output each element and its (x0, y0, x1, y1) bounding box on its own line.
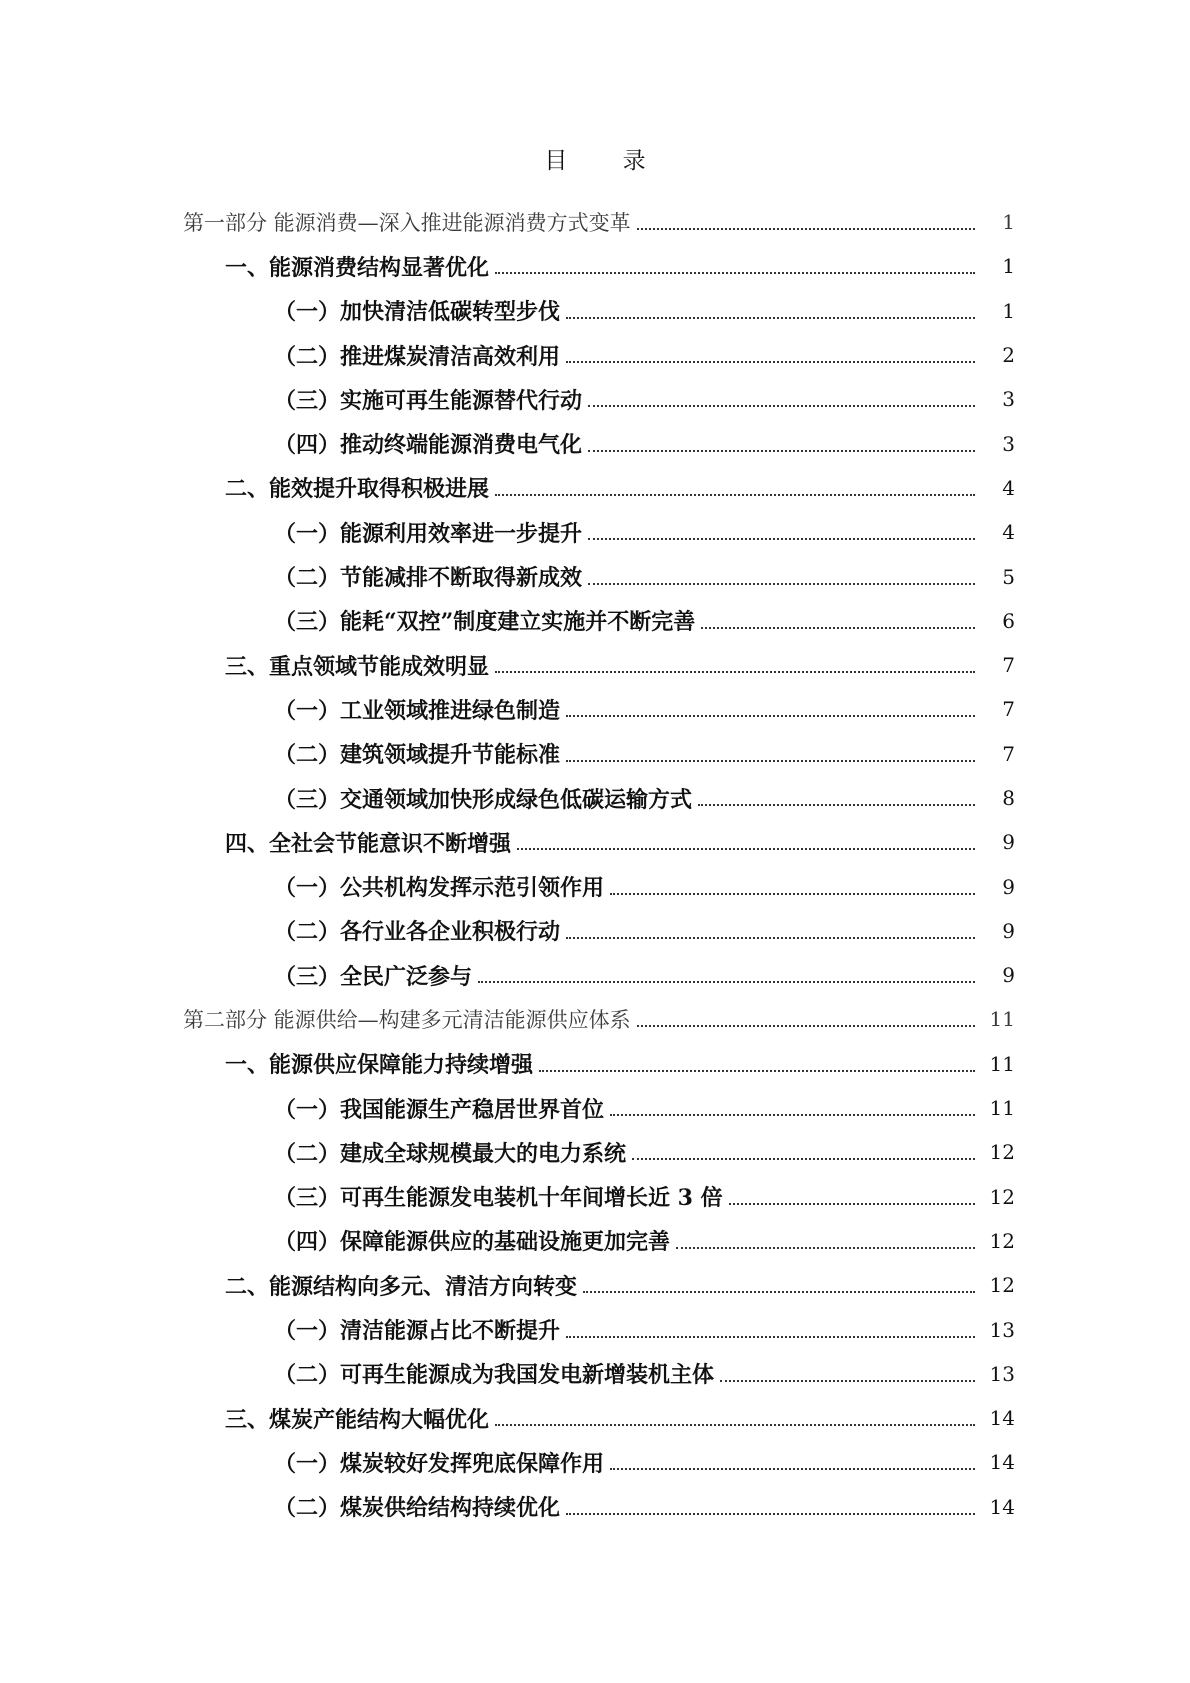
toc-entry-text: 第一部分 能源消费—深入推进能源消费方式变革 (183, 211, 631, 236)
dot-leader (588, 450, 975, 452)
toc-entry[interactable] (0, 1086, 1190, 1130)
toc-entry-text: （一）公共机构发挥示范引领作用 (274, 875, 605, 902)
toc-entry-page: 6 (1002, 608, 1015, 633)
toc-entry-text: （三）交通领域加快形成绿色低碳运输方式 (274, 786, 693, 813)
dot-leader (610, 893, 975, 895)
toc-entry-page: 1 (1002, 210, 1015, 235)
toc-entry-page: 4 (1002, 475, 1015, 500)
toc-entry-text: （三）可再生能源发电装机十年间增长近 3 倍 (274, 1185, 723, 1212)
toc-entry[interactable] (0, 820, 1190, 864)
toc-entry-page: 1 (1002, 254, 1015, 279)
toc-entry[interactable] (0, 1352, 1190, 1396)
toc-entry-text: 四、全社会节能意识不断增强 (225, 830, 512, 857)
toc-entry[interactable] (0, 1396, 1190, 1440)
dot-leader (610, 1114, 975, 1116)
toc-entry[interactable] (0, 466, 1190, 510)
toc-entry[interactable] (0, 1263, 1190, 1307)
toc-entry[interactable] (0, 776, 1190, 820)
toc-entry-text: （三）能耗“双控”制度建立实施并不断完善 (274, 609, 696, 636)
dot-leader (517, 848, 975, 850)
toc-entry-text: （二）推进煤炭清洁高效利用 (274, 343, 561, 370)
toc-entry-text: 三、煤炭产能结构大幅优化 (225, 1406, 490, 1433)
toc-entry-text: 一、能源供应保障能力持续增强 (225, 1052, 534, 1079)
toc-entry-page: 14 (989, 1406, 1015, 1431)
dot-leader (495, 1424, 975, 1426)
dot-leader (698, 804, 975, 806)
toc-entry[interactable] (0, 1219, 1190, 1263)
toc-entry-page: 12 (989, 1228, 1015, 1253)
toc-entry-page: 13 (989, 1361, 1015, 1386)
toc-entry-page: 12 (989, 1140, 1015, 1165)
dot-leader (701, 627, 975, 629)
toc-entry-text: （二）煤炭供给结构持续优化 (274, 1495, 561, 1522)
toc-entry-text: （一）加快清洁低碳转型步伐 (274, 299, 561, 326)
toc-entry[interactable] (0, 289, 1190, 333)
dot-leader (637, 1025, 975, 1027)
toc-entry[interactable] (0, 997, 1190, 1041)
toc-entry-page: 1 (1002, 298, 1015, 323)
toc-entry-page: 12 (989, 1273, 1015, 1298)
toc-entry-page: 3 (1002, 387, 1015, 412)
toc-entry-page: 9 (1002, 918, 1015, 943)
dot-leader (676, 1247, 975, 1249)
toc-entry-text: （一）我国能源生产稳居世界首位 (274, 1096, 605, 1123)
toc-entry-text: （一）能源利用效率进一步提升 (274, 520, 583, 547)
toc-entry-page: 14 (989, 1494, 1015, 1519)
dot-leader (566, 317, 975, 319)
toc-entry-text: （三）全民广泛参与 (274, 963, 473, 990)
dot-leader (478, 981, 975, 983)
toc-entry[interactable] (0, 510, 1190, 554)
toc-entry[interactable] (0, 1485, 1190, 1529)
dot-leader (566, 937, 975, 939)
toc-entry-text: （二）可再生能源成为我国发电新增装机主体 (274, 1362, 715, 1389)
dot-leader (588, 583, 975, 585)
toc-entry[interactable] (0, 200, 1190, 244)
dot-leader (637, 228, 975, 230)
toc-entry-page: 13 (989, 1317, 1015, 1342)
toc-entry-page: 4 (1002, 520, 1015, 545)
toc-entry[interactable] (0, 333, 1190, 377)
toc-entry-page: 5 (1002, 564, 1015, 589)
toc-entry[interactable] (0, 732, 1190, 776)
toc-entry-text: 一、能源消费结构显著优化 (225, 254, 490, 281)
toc-entry[interactable] (0, 1175, 1190, 1219)
toc-entry-page: 14 (989, 1450, 1015, 1475)
dot-leader (539, 1070, 975, 1072)
dot-leader (588, 405, 975, 407)
toc-entry-page: 9 (1002, 874, 1015, 899)
toc-entry[interactable] (0, 1130, 1190, 1174)
toc-entry-page: 7 (1002, 697, 1015, 722)
toc-entry[interactable] (0, 687, 1190, 731)
toc-entry-text: 二、能源结构向多元、清洁方向转变 (225, 1273, 578, 1300)
dot-leader (610, 1468, 975, 1470)
toc-entry-page: 12 (989, 1184, 1015, 1209)
toc-entry[interactable] (0, 909, 1190, 953)
toc-entry[interactable] (0, 377, 1190, 421)
toc-entry-page: 11 (989, 1007, 1015, 1032)
toc-entry-text: （二）建成全球规模最大的电力系统 (274, 1140, 627, 1167)
dot-leader (632, 1158, 975, 1160)
dot-leader (495, 494, 975, 496)
toc-entry-page: 7 (1002, 741, 1015, 766)
toc-list (0, 200, 1190, 1529)
toc-entry-page: 7 (1002, 653, 1015, 678)
dot-leader (588, 538, 975, 540)
toc-entry[interactable] (0, 554, 1190, 598)
dot-leader (566, 361, 975, 363)
toc-entry-text: （二）各行业各企业积极行动 (274, 919, 561, 946)
toc-entry-page: 2 (1002, 343, 1015, 368)
toc-entry-text: 第二部分 能源供给—构建多元清洁能源供应体系 (183, 1008, 631, 1033)
toc-entry-page: 11 (989, 1051, 1015, 1076)
toc-entry[interactable] (0, 864, 1190, 908)
toc-entry[interactable] (0, 953, 1190, 997)
toc-entry-text: （二）节能减排不断取得新成效 (274, 565, 583, 592)
toc-entry[interactable] (0, 421, 1190, 465)
dot-leader (566, 760, 975, 762)
dot-leader (495, 671, 975, 673)
toc-entry[interactable] (0, 1440, 1190, 1484)
toc-entry[interactable] (0, 1307, 1190, 1351)
dot-leader (720, 1380, 975, 1382)
toc-entry[interactable] (0, 599, 1190, 643)
toc-entry-text: （二）建筑领域提升节能标准 (274, 742, 561, 769)
toc-entry[interactable] (0, 1042, 1190, 1086)
toc-entry[interactable] (0, 643, 1190, 687)
dot-leader (566, 1336, 975, 1338)
toc-entry-text: （一）工业领域推进绿色制造 (274, 697, 561, 724)
toc-entry-text: （四）保障能源供应的基础设施更加完善 (274, 1229, 671, 1256)
toc-entry[interactable] (0, 244, 1190, 288)
toc-entry-text: 三、重点领域节能成效明显 (225, 653, 490, 680)
dot-leader (583, 1291, 975, 1293)
toc-entry-text: 二、能效提升取得积极进展 (225, 476, 490, 503)
toc-entry-page: 11 (989, 1096, 1015, 1121)
toc-entry-text: （一）煤炭较好发挥兜底保障作用 (274, 1450, 605, 1477)
toc-entry-text: （四）推动终端能源消费电气化 (274, 432, 583, 459)
toc-entry-page: 8 (1002, 786, 1015, 810)
dot-leader (495, 272, 975, 274)
dot-leader (566, 715, 975, 717)
dot-leader (729, 1203, 975, 1205)
toc-entry-page: 9 (1002, 830, 1015, 855)
toc-entry-text: （三）实施可再生能源替代行动 (274, 387, 583, 414)
toc-entry-text: （一）清洁能源占比不断提升 (274, 1318, 561, 1345)
toc-entry-page: 9 (1002, 963, 1015, 988)
toc-entry-page: 3 (1002, 431, 1015, 456)
toc-title: 目 录 (544, 148, 670, 174)
dot-leader (566, 1513, 975, 1515)
